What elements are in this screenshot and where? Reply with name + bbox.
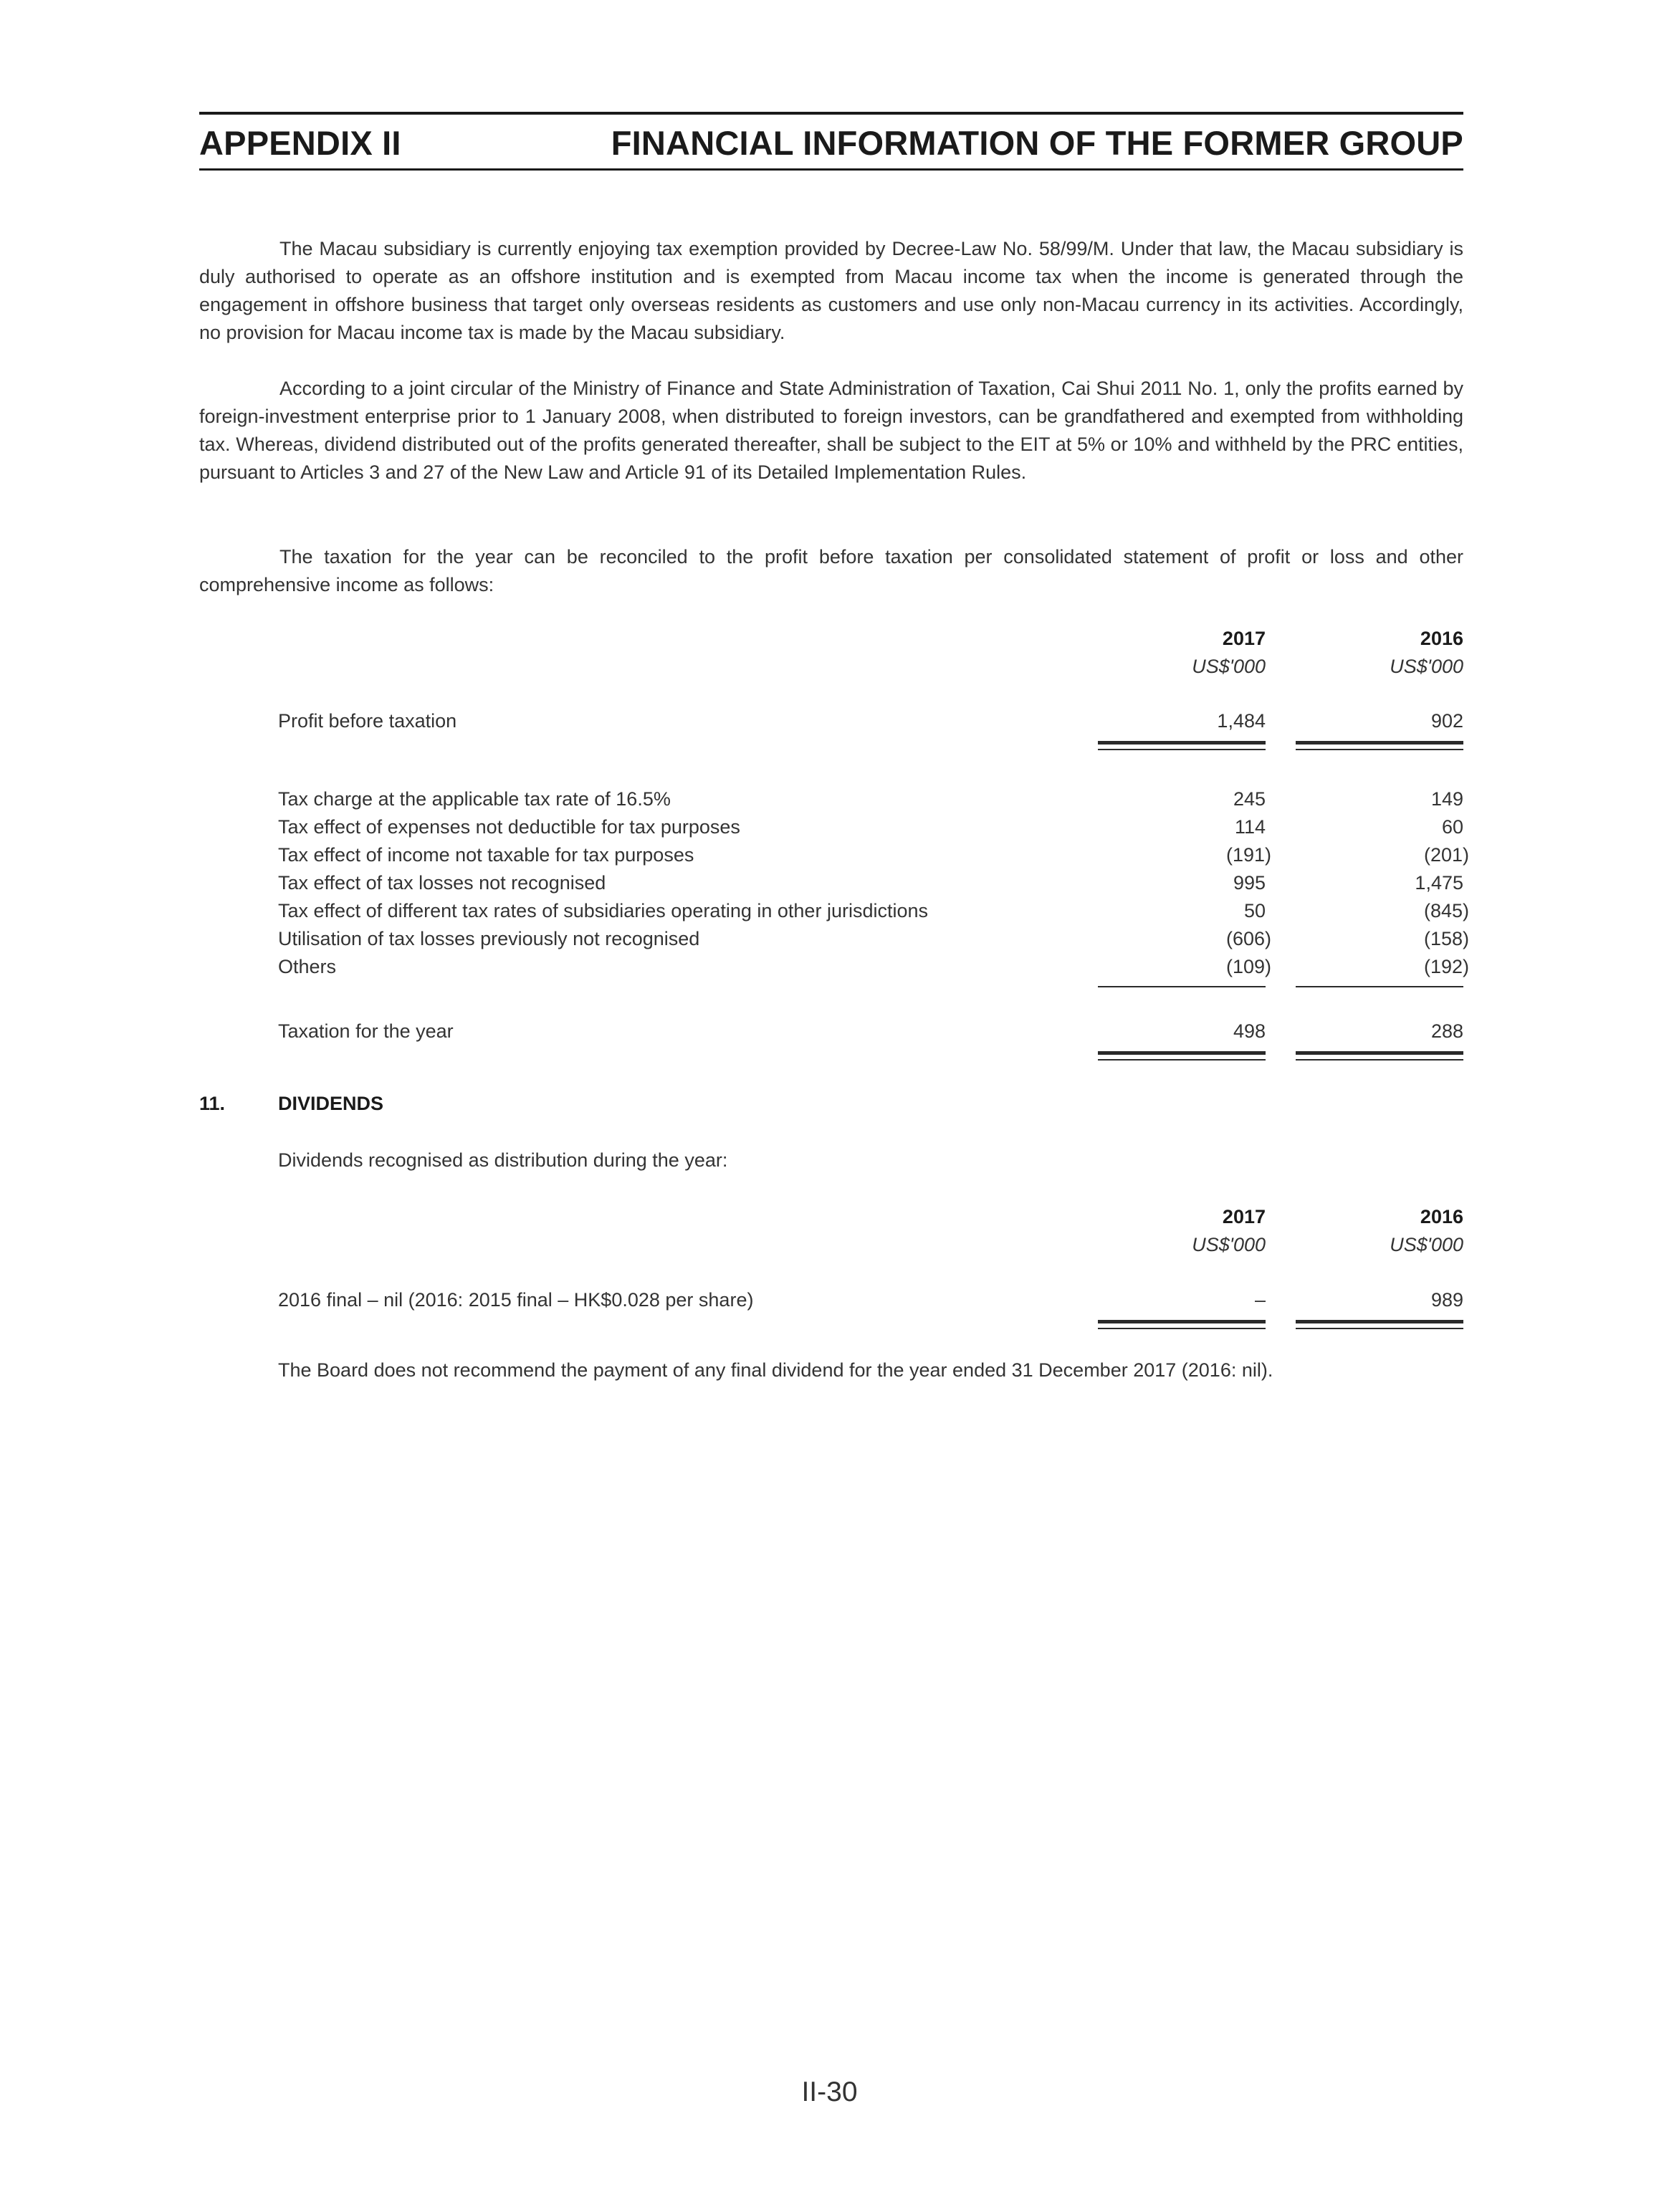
row-label: Profit before taxation — [278, 710, 457, 732]
double-rule — [1098, 1320, 1266, 1323]
unit-label-2016: US$'000 — [1390, 656, 1463, 677]
appendix-label: APPENDIX II — [199, 124, 401, 162]
double-rule — [1296, 741, 1463, 744]
dividends-note: The Board does not recommend the payment of any final dividend for the year ended 31 December 2017 (2016: nil). — [278, 1359, 1273, 1381]
page-number: II-30 — [801, 2077, 858, 2107]
row-label: Tax effect of expenses not deductible for tax purposes — [278, 816, 740, 838]
value-2017: 498 — [1233, 1020, 1266, 1042]
double-rule — [1098, 1059, 1266, 1060]
row-label: 2016 final – nil (2016: 2015 final – HK$0.028 per share) — [278, 1289, 754, 1311]
paragraph-cai-shui-circular: According to a joint circular of the Ministry of Finance and State Administration of Taxation, Cai Shui 2011 No. 1, only the profits earned by foreign-investment enterprise prior to 1 January 2008, when distributed to foreign investors, can be grandfathered and exempted from withholding tax. Whereas, dividend distributed out of the profits generated thereafter, shall be subject to the EIT at 5% or 10% and withheld by the PRC entities, pursuant to Articles 3 and 27 of the New Law and Article 91 of its Detailed Implementation Rules. — [199, 378, 1463, 483]
paragraph-reconciliation-intro: The taxation for the year can be reconciled to the profit before taxation per consolidated statement of profit or loss and other comprehensive income as follows: — [199, 546, 1463, 595]
row-label: Taxation for the year — [278, 1020, 454, 1042]
row-label: Tax effect of tax losses not recognised — [278, 872, 606, 894]
value-2017: 50 — [1243, 900, 1266, 921]
value-2016: (845) — [1423, 900, 1469, 921]
double-rule — [1098, 1051, 1266, 1055]
value-2017: (191) — [1225, 844, 1271, 866]
subtotal-rule — [1296, 986, 1463, 987]
section-title: DIVIDENDS — [278, 1093, 384, 1114]
value-2016: (192) — [1423, 956, 1469, 977]
subtotal-rule — [1098, 986, 1266, 987]
row-label: Tax effect of different tax rates of subsidiaries operating in other jurisdictions — [278, 900, 928, 921]
row-label: Tax charge at the applicable tax rate of 16.5% — [278, 788, 671, 810]
section-number: 11. — [199, 1093, 226, 1114]
paragraph-macau-exemption: The Macau subsidiary is currently enjoying tax exemption provided by Decree-Law No. 58/99/M. Under that law, the Macau subsidiary is duly authorised to operate as an offshore institution and is exempted from Macau income tax when the income is generated through the engagement in offshore business that target only overseas residents as customers and use only non-Macau currency in its activities. Accordingly, no provision for Macau income tax is made by the Macau subsidiary. — [199, 238, 1463, 343]
double-rule — [1296, 749, 1463, 750]
value-2017: – — [1254, 1289, 1266, 1311]
value-2017: (109) — [1225, 956, 1271, 977]
value-2016: (158) — [1423, 928, 1469, 949]
double-rule — [1296, 1059, 1463, 1060]
row-label: Utilisation of tax losses previously not recognised — [278, 928, 700, 949]
value-2016: 60 — [1441, 816, 1463, 838]
page-header — [199, 112, 1463, 171]
value-2017: 995 — [1233, 872, 1266, 894]
value-2016: 902 — [1430, 710, 1463, 732]
column-header-2017: 2017 — [1222, 628, 1266, 649]
value-2016: (201) — [1423, 844, 1469, 866]
value-2016: 1,475 — [1415, 872, 1463, 894]
double-rule — [1296, 1328, 1463, 1329]
value-2017: 245 — [1233, 788, 1266, 810]
column-header-2017: 2017 — [1222, 1206, 1266, 1227]
row-label: Others — [278, 956, 337, 977]
row-label: Tax effect of income not taxable for tax purposes — [278, 844, 694, 866]
value-2016: 989 — [1430, 1289, 1463, 1311]
double-rule — [1098, 749, 1266, 750]
header-title: FINANCIAL INFORMATION OF THE FORMER GROUP — [611, 124, 1463, 162]
column-header-2016: 2016 — [1420, 1206, 1463, 1227]
value-2017: (606) — [1225, 928, 1271, 949]
column-header-2016: 2016 — [1420, 628, 1463, 649]
double-rule — [1098, 1328, 1266, 1329]
unit-label-2017: US$'000 — [1192, 656, 1266, 677]
double-rule — [1296, 1051, 1463, 1055]
value-2017: 1,484 — [1217, 710, 1266, 732]
double-rule — [1098, 741, 1266, 744]
value-2017: 114 — [1234, 816, 1266, 838]
value-2016: 149 — [1430, 788, 1463, 810]
value-2016: 288 — [1430, 1020, 1463, 1042]
unit-label-2016: US$'000 — [1390, 1234, 1463, 1255]
double-rule — [1296, 1320, 1463, 1323]
unit-label-2017: US$'000 — [1192, 1234, 1266, 1255]
dividends-intro: Dividends recognised as distribution during the year: — [278, 1149, 728, 1171]
